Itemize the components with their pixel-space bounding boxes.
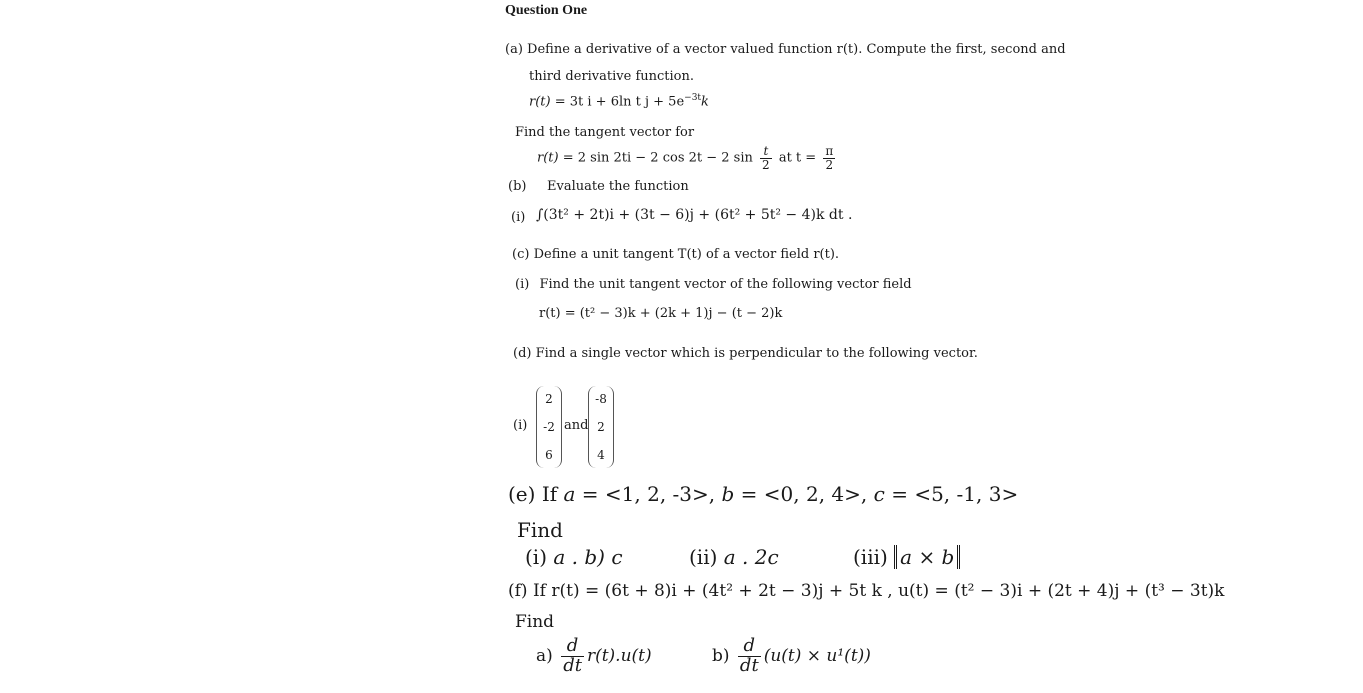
part-d-label: (d) <box>513 346 532 361</box>
vector-1-matrix <box>536 386 562 468</box>
derivative-operator: $\frac{d}{dt}$ <box>563 635 582 676</box>
part-a-equation: r(t) = 3t i + 6ln t $j + 5e^{-3t}k$ <box>529 93 709 110</box>
vector-2-matrix <box>588 386 614 468</box>
vector-1-entry: -2 <box>543 420 555 434</box>
fraction-pi-over-2: $\frac{\pi}{2}$ <box>825 144 834 172</box>
tangent-equation: r(t) = 2 sin 2ti − 2 cos 2t − 2 sin $\frac{t}{2}$ at t = $\frac{\pi}{2}$ <box>537 144 834 172</box>
part-f-text: If r(t) = (6t + 8)i + (4t² + 2t − 3)j + 5t k , u(t) = (t² − 3)i + (2t + 4)j + (t³ − 3t)k <box>532 581 1225 601</box>
part-d-text: Find a single vector which is perpendicular to the following vector. <box>535 346 978 361</box>
vector-2-entry: -8 <box>595 392 607 406</box>
part-f-statement <box>508 581 1224 601</box>
part-f-item-b: b) $\frac{d}{dt}$ (u(t) × u¹(t)) <box>712 635 871 676</box>
part-c-line <box>512 247 839 262</box>
part-c-i-label: (i) <box>515 277 530 292</box>
part-d-line <box>513 346 978 361</box>
vector-2-entry: 4 <box>597 448 605 462</box>
vector-2-entry: 2 <box>597 420 605 434</box>
part-e-item-i: (i) a . b) c <box>525 545 623 569</box>
part-a-line2: third derivative function. <box>529 69 695 84</box>
vector-1-entry: 6 <box>545 448 553 462</box>
part-b-i-label: (i) <box>511 210 526 225</box>
part-e-label: (e) <box>508 482 536 506</box>
part-c-i-line <box>515 277 912 292</box>
part-f-label: (f) <box>508 581 528 601</box>
tangent-instruction: Find the tangent vector for <box>515 125 695 140</box>
part-c-label: (c) <box>512 247 530 262</box>
part-a-label: (a) <box>505 42 523 57</box>
fraction-t-over-2: $\frac{t}{2}$ <box>762 144 770 172</box>
question-title: Question One <box>505 3 588 18</box>
vector-1-entry: 2 <box>545 392 553 406</box>
vector-field-expression: r(t) = (t² − 3)k + (2k + 1)j − (t − 2)k <box>539 306 783 321</box>
integral-expression: ∫(3t² + 2t)i + (3t − 6)j + (6t² + 5t² − 4)k dt . <box>536 207 853 223</box>
norm-cross-product: a × b <box>894 545 960 569</box>
part-e-find: Find <box>517 518 563 542</box>
part-e-item-ii: (ii) a . 2c <box>689 545 779 569</box>
part-a-text: Define a derivative of a vector valued function r(t). Compute the first, second and <box>527 42 1066 57</box>
part-a-line1 <box>505 42 1066 57</box>
part-e-item-iii: (iii) a × b <box>853 545 960 569</box>
part-d-i-label: (i) <box>513 418 528 433</box>
part-f-item-a: a) $\frac{d}{dt}$ r(t).u(t) <box>536 635 652 676</box>
part-e-statement: (e) If a = <1, 2, -3>, b = <0, 2, 4>, c = <5, -1, 3> <box>508 482 1019 506</box>
part-c-text: Define a unit tangent T(t) of a vector field r(t). <box>533 247 840 262</box>
and-text: and <box>564 418 589 433</box>
derivative-operator: $\frac{d}{dt}$ <box>739 635 759 676</box>
part-f-find: Find <box>515 612 555 632</box>
part-c-i-text: Find the unit tangent vector of the following vector field <box>539 277 912 292</box>
part-b-text: Evaluate the function <box>547 179 689 194</box>
part-b-label: (b) <box>508 179 527 194</box>
